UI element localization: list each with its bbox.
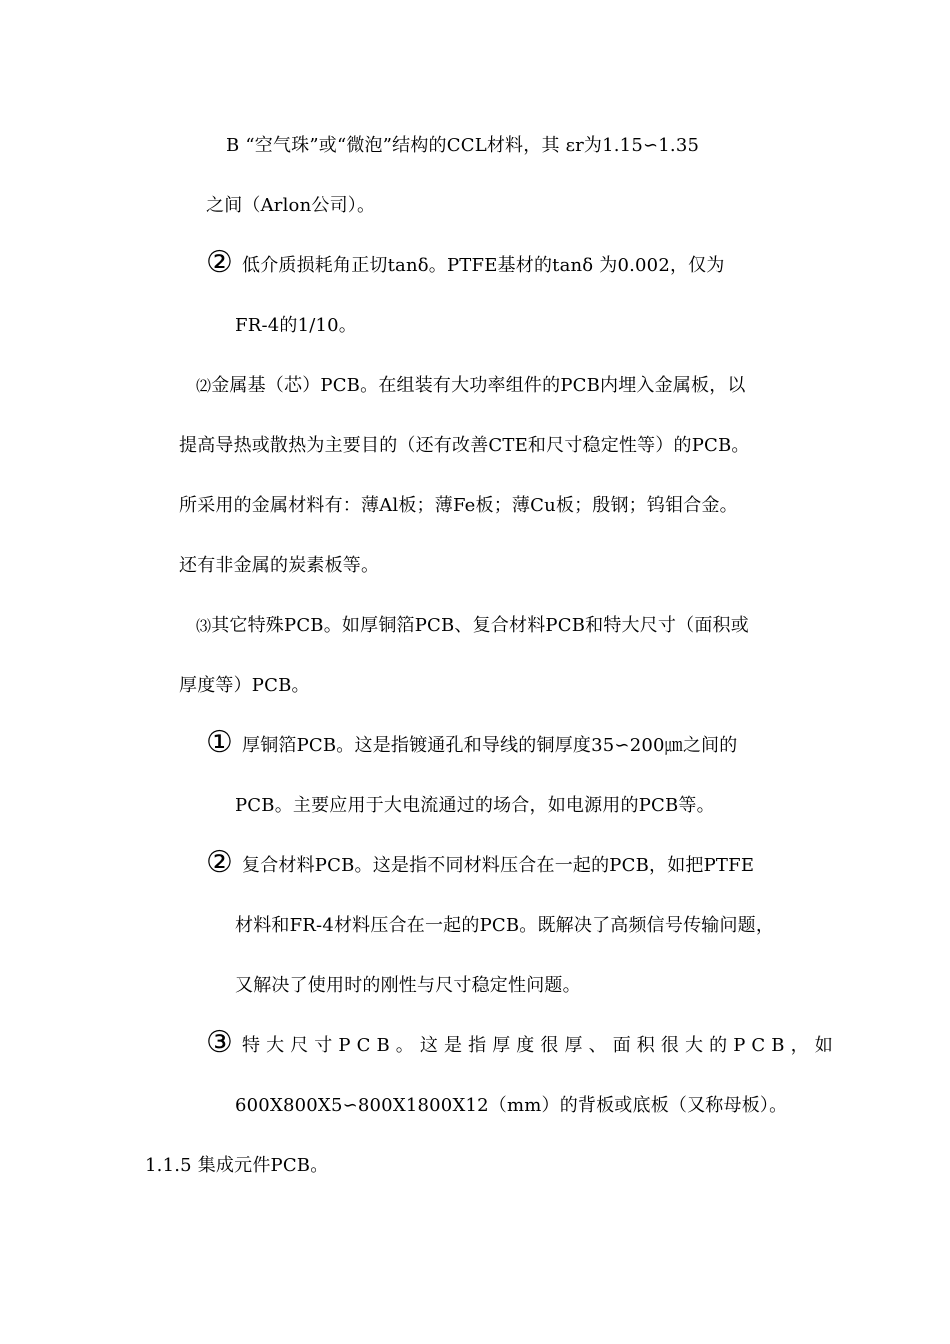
circled-two-marker: ② [206,845,234,880]
paragraph-line: 提高导热或散热为主要目的（还有改善CTE和尺寸稳定性等）的PCB。 [179,435,750,456]
paragraph-line: PCB。主要应用于大电流通过的场合，如电源用的PCB等。 [235,795,715,816]
section-heading-line [196,374,746,398]
list-item [206,845,755,880]
list-item [206,245,725,280]
circled-two-marker: ② [206,245,234,280]
paragraph-line: FR-4的1/10。 [235,315,357,336]
paragraph-line: 又解决了使用时的刚性与尺寸稳定性问题。 [235,975,581,996]
section-text: 金属基（芯）PCB。在组装有大功率组件的PCB内埋入金属板，以 [211,375,746,396]
list-item-text: 厚铜箔PCB。这是指镀通孔和导线的铜厚度35∽200㎛之间的 [242,735,738,756]
list-item-text: 特大尺寸PCB。这是指厚度很厚、面积很大的PCB，如 [242,1035,839,1056]
list-item [206,1025,839,1060]
paragraph-line: 材料和FR-4材料压合在一起的PCB。既解决了高频信号传输问题， [235,915,775,936]
paragraph-line: B “空气珠”或“微泡”结构的CCL材料，其 εr为1.15∽1.35 [226,135,700,156]
paragraph-line: 还有非金属的炭素板等。 [179,555,380,576]
circled-one-marker: ① [206,725,234,760]
list-item-text: 低介质损耗角正切tanδ。PTFE基材的tanδ 为0.002，仅为 [242,255,725,276]
parenthesized-three-marker: ⑶ [196,617,212,635]
subsection-heading: 1.1.5 集成元件PCB。 [145,1155,329,1176]
parenthesized-two-marker: ⑵ [196,377,212,395]
paragraph-line: 之间（Arlon公司）。 [206,195,376,216]
paragraph-line: 600X800X5∽800X1800X12（mm）的背板或底板（又称母板）。 [235,1095,788,1116]
circled-three-marker: ③ [206,1025,239,1060]
section-text: 其它特殊PCB。如厚铜箔PCB、复合材料PCB和特大尺寸（面积或 [211,615,749,636]
list-item [206,725,738,760]
section-heading-line [196,614,749,638]
paragraph-line: 所采用的金属材料有：薄Al板；薄Fe板；薄Cu板；殷钢；钨钼合金。 [179,495,738,516]
list-item-text: 复合材料PCB。这是指不同材料压合在一起的PCB，如把PTFE [242,855,755,876]
paragraph-line: 厚度等）PCB。 [179,675,310,696]
